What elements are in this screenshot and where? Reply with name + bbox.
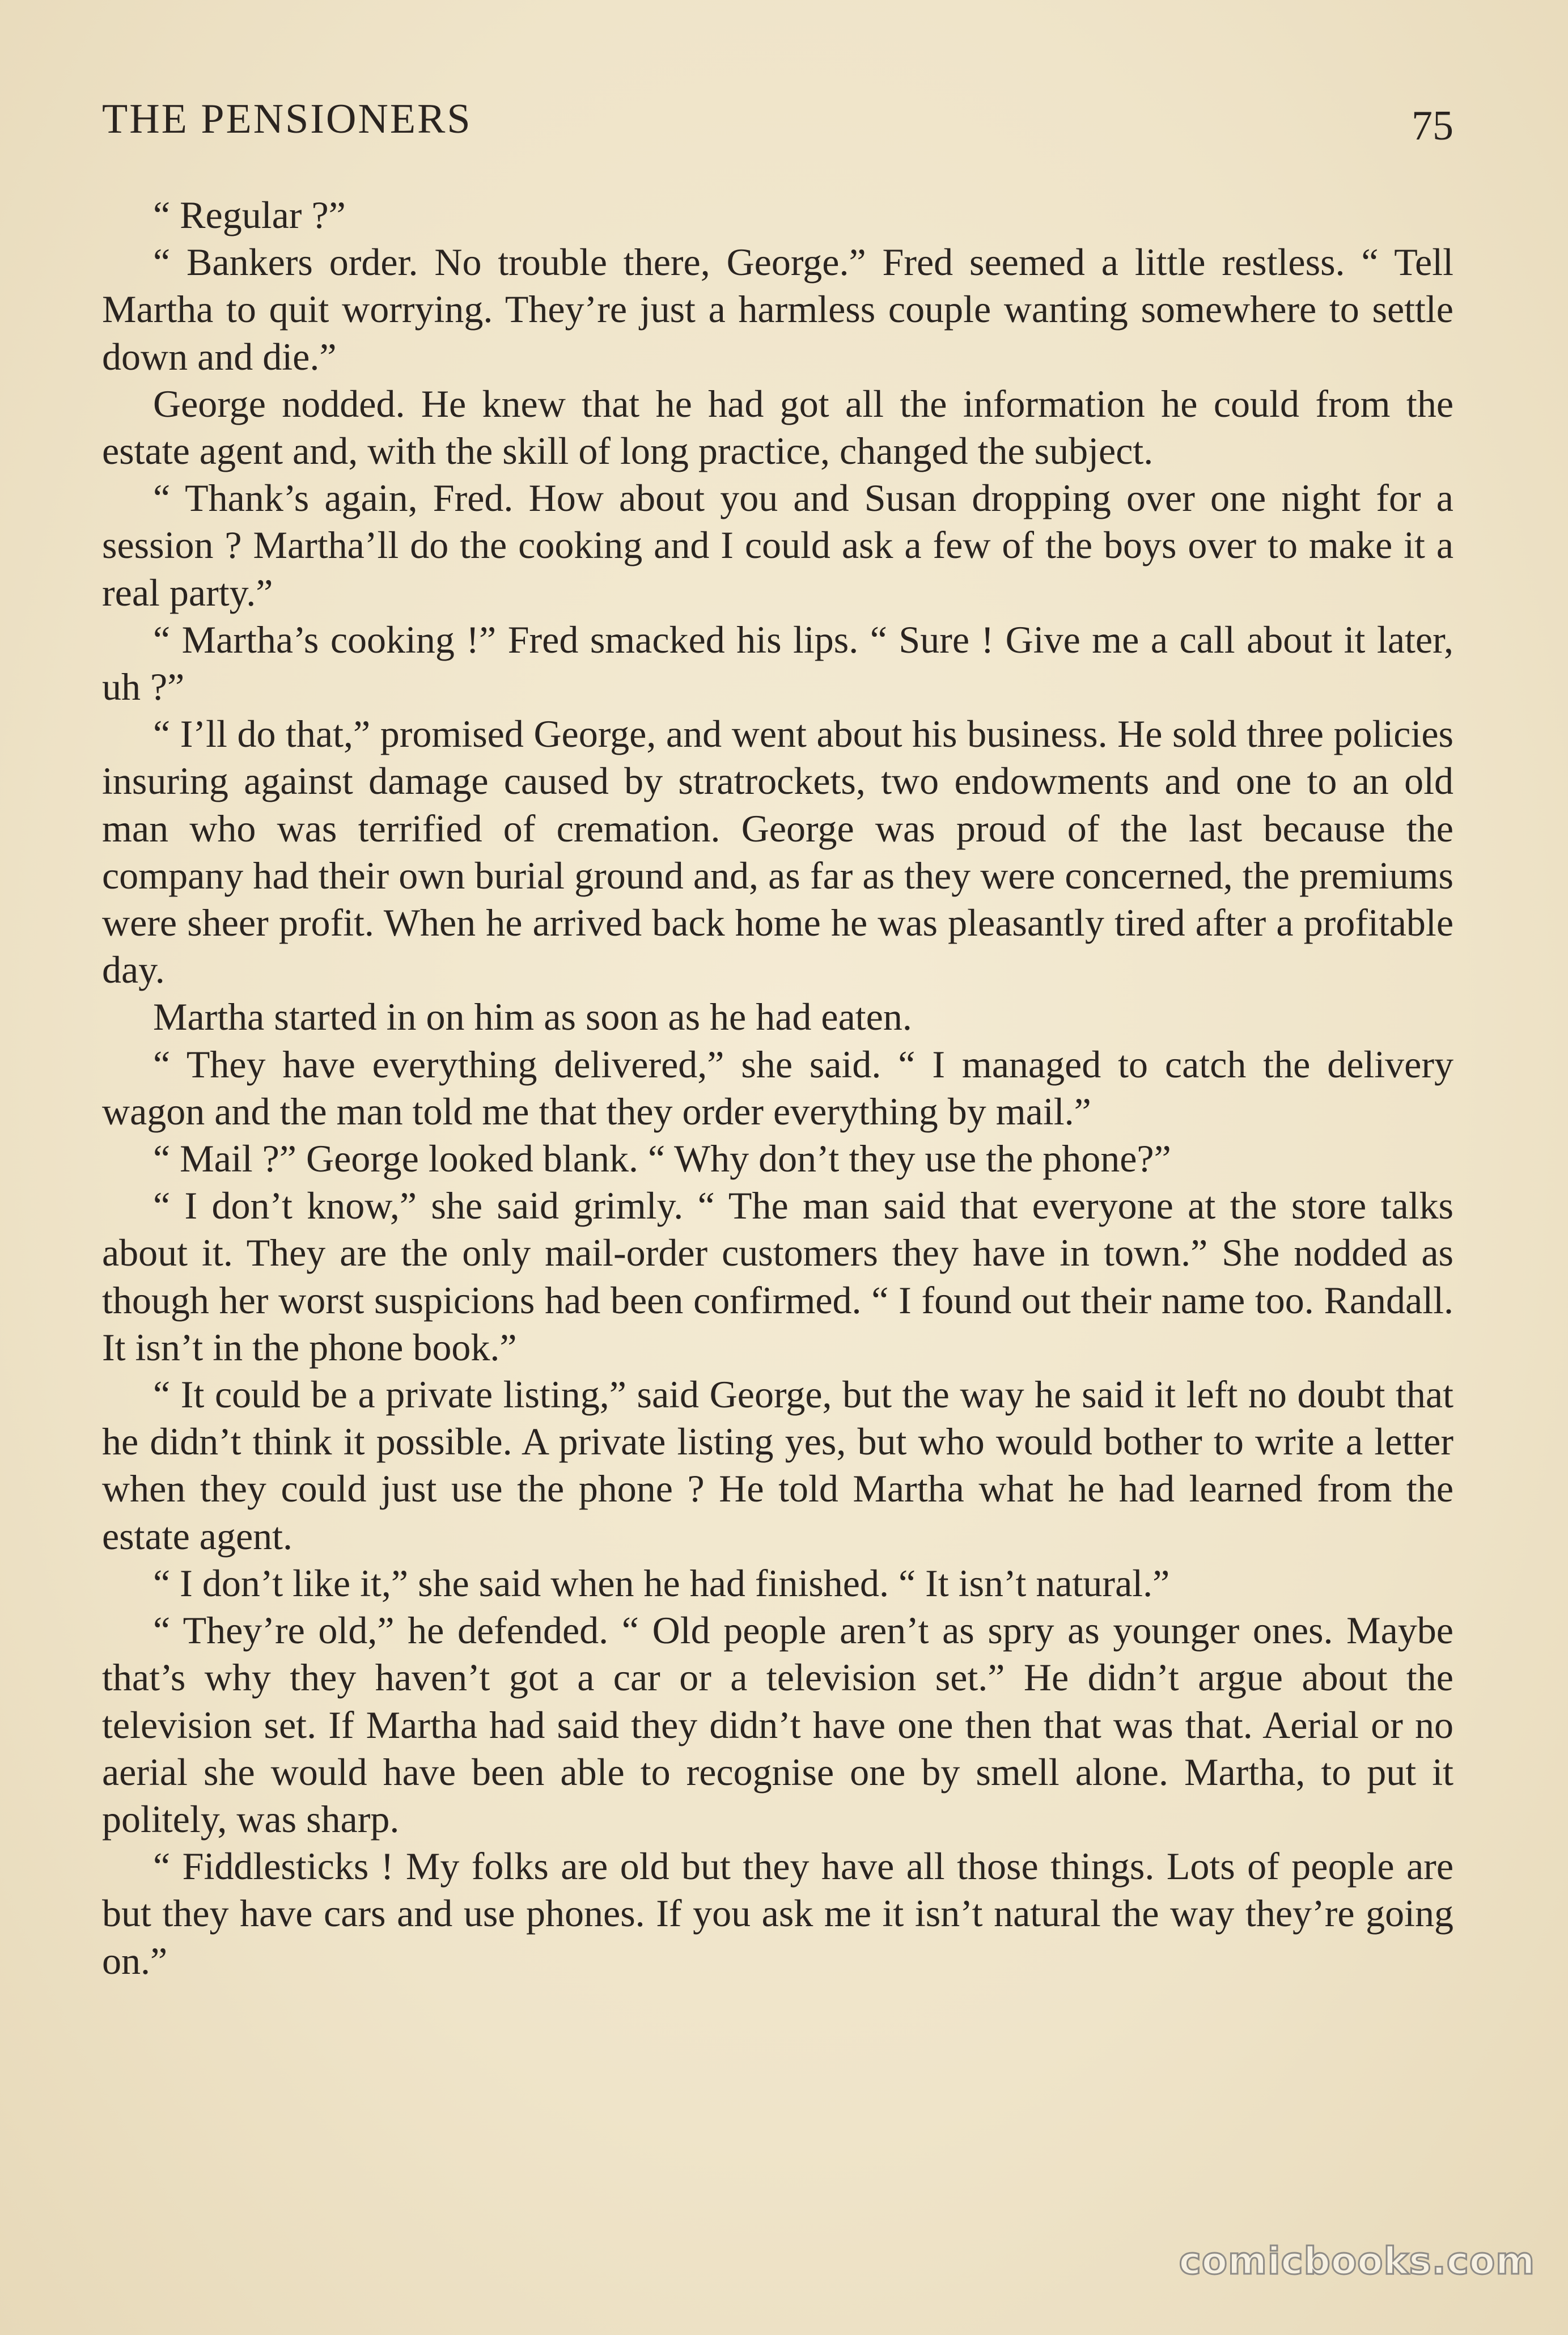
running-title: THE PENSIONERS — [102, 96, 472, 142]
paragraph: “ They’re old,” he defended. “ Old people aren’t as spry as younger ones. Maybe that’s why they haven’t got a car or a television set.” He didn’t argue about the television set. If Martha had said they didn’t have one then that was that. Aerial or no aerial she would have been able to recognise one by smell alone. Martha, to put it politely, was sharp. — [102, 1609, 1453, 1841]
paragraph: “ Fiddlesticks ! My folks are old but they have all those things. Lots of people are but they have cars and use phones. If you ask me it isn’t natural the way they’re going on.” — [102, 1845, 1453, 1982]
paragraph: “ I’ll do that,” promised George, and went about his business. He sold three policies insuring against damage caused by stratrockets, two endowments and one to an old man who was terrified of cremation. George was proud of the last because the company had their own burial ground and, as far as they were concerned, the premiums were sheer profit. When he arrived back home he was pleasantly tired after a profitable day. — [102, 712, 1453, 992]
paragraph: George nodded. He knew that he had got all the information he could from the estate agent and, with the skill of long practice, changed the subject. — [102, 382, 1453, 473]
paragraph: “ Martha’s cooking !” Fred smacked his lips. “ Sure ! Give me a call about it later, uh ?” — [102, 617, 1453, 709]
paragraph: Martha started in on him as soon as he had eaten. — [153, 995, 912, 1039]
paragraph: “ Thank’s again, Fred. How about you and Susan dropping over one night for a session ? Martha’ll do the cooking and I could ask a few of the boys over to make it a real party.” — [102, 476, 1453, 614]
paragraph: “ Regular ?” — [153, 193, 346, 236]
body-text — [102, 192, 1453, 1985]
paragraph: “ It could be a private listing,” said George, but the way he said it left no doubt that he didn’t think it possible. A private listing yes, but who would bother to write a letter when they could just use the phone ? He told Martha what he had learned from the estate agent. — [102, 1373, 1453, 1558]
page-header — [102, 95, 1453, 158]
watermark: comicbooks.com — [1179, 2239, 1535, 2283]
page-number: 75 — [1412, 103, 1453, 149]
paragraph: “ I don’t like it,” she said when he had finished. “ It isn’t natural.” — [153, 1561, 1170, 1605]
paragraph: “ Mail ?” George looked blank. “ Why don’t they use the phone?” — [153, 1137, 1171, 1181]
paragraph: “ They have everything delivered,” she said. “ I managed to catch the delivery wagon and the man told me that they order everything by mail.” — [102, 1042, 1453, 1133]
paragraph: “ Bankers order. No trouble there, George.” Fred seemed a little restless. “ Tell Martha to quit worrying. They’re just a harmless couple wanting somewhere to settle down and die.” — [102, 240, 1453, 378]
paragraph: “ I don’t know,” she said grimly. “ The man said that everyone at the store talks about it. They are the only mail-order customers they have in town.” She nodded as though her worst suspicions had been confirmed. “ I found out their name too. Randall. It isn’t in the phone book.” — [102, 1184, 1453, 1369]
